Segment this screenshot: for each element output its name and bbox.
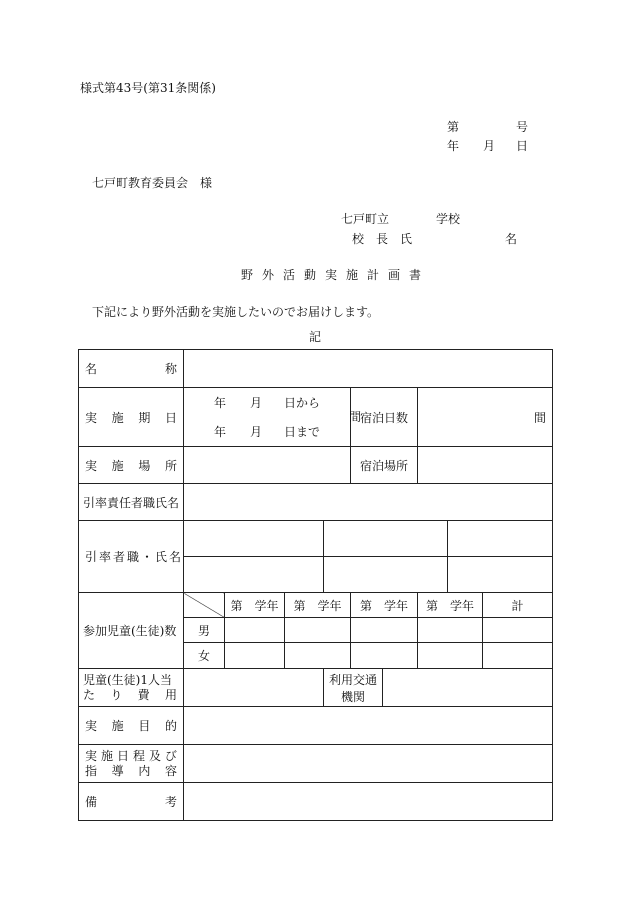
number-dai: 第 <box>447 120 460 134</box>
value-purpose[interactable] <box>184 707 553 745</box>
total-header: 計 <box>483 593 553 618</box>
row-place <box>79 447 553 484</box>
form-number: 様式第43号(第31条関係) <box>80 81 216 95</box>
female-grade-4[interactable] <box>418 643 483 669</box>
sender-town: 七戸町立 <box>341 212 390 226</box>
label-name: 名 称 <box>79 350 184 388</box>
principal-char-1: 校 <box>352 232 365 246</box>
male-grade-2[interactable] <box>285 618 351 643</box>
escort-cell-4[interactable] <box>184 557 324 593</box>
date-month: 月 <box>483 139 496 153</box>
label-purpose: 実 施 目 的 <box>79 707 184 745</box>
value-transport[interactable] <box>383 669 553 707</box>
diagonal-cell <box>184 593 225 618</box>
male-grade-3[interactable] <box>351 618 418 643</box>
row-cost <box>79 669 553 707</box>
ki-mark: 記 <box>309 330 322 344</box>
row-schedule <box>79 745 553 783</box>
row-participants-header <box>79 593 553 618</box>
label-remarks: 備 考 <box>79 783 184 821</box>
value-leader[interactable] <box>184 484 553 521</box>
value-stay-days[interactable]: 間 <box>418 388 553 447</box>
label-schedule: 実 施 日 程 及 び 指 導 内 容 <box>79 745 184 783</box>
label-cost: 児童(生徒)1人当 た り 費 用 <box>79 669 184 707</box>
label-transport: 利用交通機関 <box>324 669 383 707</box>
date-day: 日 <box>516 139 529 153</box>
date-year: 年 <box>447 139 460 153</box>
grade-header-4: 第 学年 <box>418 593 483 618</box>
principal-char-2: 長 <box>376 232 389 246</box>
label-female: 女 <box>184 643 225 669</box>
label-stay-place: 宿泊場所 <box>351 447 418 484</box>
label-stay-days: 宿泊日数 <box>351 388 418 447</box>
activity-plan-table <box>78 349 553 821</box>
label-period: 実 施 期 日 <box>79 388 184 447</box>
value-period[interactable]: 年 月 日から 年 月 日まで 間 <box>184 388 351 447</box>
female-grade-2[interactable] <box>285 643 351 669</box>
value-schedule[interactable] <box>184 745 553 783</box>
row-purpose <box>79 707 553 745</box>
escort-cell-6[interactable] <box>448 557 553 593</box>
number-go: 号 <box>516 120 529 134</box>
row-remarks <box>79 783 553 821</box>
escort-cell-2[interactable] <box>324 521 448 557</box>
label-place: 実 施 場 所 <box>79 447 184 484</box>
name-mark: 名 <box>505 232 518 246</box>
label-male: 男 <box>184 618 225 643</box>
grade-header-3: 第 学年 <box>351 593 418 618</box>
value-stay-place[interactable] <box>418 447 553 484</box>
value-remarks[interactable] <box>184 783 553 821</box>
male-grade-1[interactable] <box>225 618 285 643</box>
male-grade-4[interactable] <box>418 618 483 643</box>
principal-char-3: 氏 <box>400 232 413 246</box>
intro-text: 下記により野外活動を実施したいのでお届けします。 <box>92 305 380 319</box>
ma-label-1: 間 <box>349 410 362 424</box>
label-leader: 引率責任者職氏名 <box>79 484 184 521</box>
value-place[interactable] <box>184 447 351 484</box>
male-total[interactable] <box>483 618 553 643</box>
female-grade-1[interactable] <box>225 643 285 669</box>
escort-cell-1[interactable] <box>184 521 324 557</box>
document-title: 野外活動実施計画書 <box>241 268 431 282</box>
female-total[interactable] <box>483 643 553 669</box>
row-period <box>79 388 553 447</box>
value-name[interactable] <box>184 350 553 388</box>
row-name <box>79 350 553 388</box>
row-leader <box>79 484 553 521</box>
grade-header-1: 第 学年 <box>225 593 285 618</box>
value-cost[interactable] <box>184 669 324 707</box>
sender-school: 学校 <box>436 212 461 226</box>
label-participants: 参加児童(生徒)数 <box>79 593 184 669</box>
female-grade-3[interactable] <box>351 643 418 669</box>
addressee: 七戸町教育委員会 様 <box>92 176 213 190</box>
grade-header-2: 第 学年 <box>285 593 351 618</box>
escort-cell-5[interactable] <box>324 557 448 593</box>
escort-cell-3[interactable] <box>448 521 553 557</box>
row-escort-1 <box>79 521 553 557</box>
label-escort: 引率者職・氏名 <box>79 521 184 593</box>
